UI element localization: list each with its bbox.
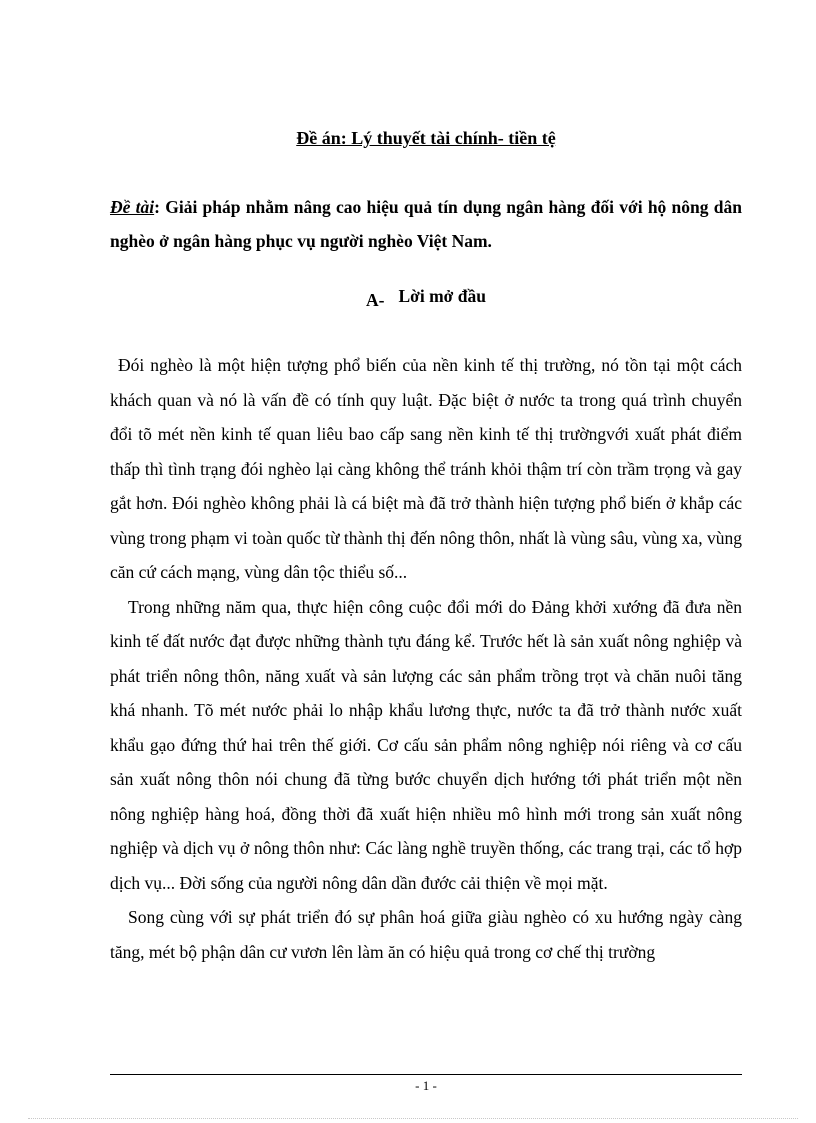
document-heading: Đề án: Lý thuyết tài chính- tiền tệ xyxy=(296,128,556,148)
topic-label: Đề tài xyxy=(110,197,155,217)
topic-text: Giải pháp nhằm nâng cao hiệu quả tín dụng ngân hàng đối với hộ nông dân nghèo ở ngân hàng phục vụ người nghèo Việt Nam. xyxy=(110,197,742,251)
page-bottom-divider xyxy=(28,1118,798,1119)
paragraph-3: Song cùng với sự phát triển đó sự phân hoá giữa giàu nghèo có xu hướng ngày càng tăng, mét bộ phận dân cư vươn lên làm ăn có hiệu quả trong cơ chế thị trường xyxy=(110,907,742,962)
paragraph-1: Đói nghèo là một hiện tượng phổ biến của nền kinh tế thị trường, nó tồn tại một cách khách quan và nó là vấn đề có tính quy luật. Đặc biệt ở nước ta trong quá trình chuyển đổi tõ mét nền kinh tế quan liêu bao cấp sang nền kinh tế thị trườngvới xuất phát điểm thấp thì tình trạng đói nghèo lại càng không thể tránh khỏi thậm trí còn trầm trọng và gay gắt hơn. Đói nghèo không phải là cá biệt mà đã trở thành hiện tượng phổ biến ở khắp các vùng trong phạm vi toàn quốc từ thành thị đến nông thôn, nhất là vùng sâu, vùng xa, vùng căn cứ cách mạng, vùng dân tộc thiểu số... xyxy=(110,355,742,582)
topic-colon: : xyxy=(154,197,160,217)
paragraph-2: Trong những năm qua, thực hiện công cuộc đổi mới do Đảng khởi xướng đã đưa nền kinh tế đất nước đạt được những thành tựu đáng kể. Trước hết là sản xuất nông nghiệp và phát triển nông thôn, năng xuất và sản lượng các sản phẩm trồng trọt và chăn nuôi tăng khá nhanh. Tõ mét nước phải lo nhập khẩu lương thực, nước ta đã trở thành nước xuất khẩu gạo đứng thứ hai trên thế giới. Cơ cấu sản phẩm nông nghiệp nói riêng và cơ cấu sản xuất nông thôn nói chung đã từng bước chuyển dịch hướng tới phát triển một nền nông nghiệp hàng hoá, đồng thời đã xuất hiện nhiều mô hình mới trong sản xuất nông nghiệp và dịch vụ ở nông thôn như: Các làng nghề truyền thống, các trang trại, các tổ hợp dịch vụ... Đời sống của người nông dân dần đước cải thiện về mọi mặt. xyxy=(110,596,742,893)
body-text xyxy=(110,348,742,969)
section-title-text: Lời mở đầu xyxy=(398,286,486,306)
page-number: - 1 - xyxy=(415,1078,437,1093)
section-title xyxy=(110,286,742,310)
topic-paragraph xyxy=(110,190,742,258)
section-letter: A- xyxy=(366,290,385,310)
footer-rule xyxy=(110,1074,742,1075)
